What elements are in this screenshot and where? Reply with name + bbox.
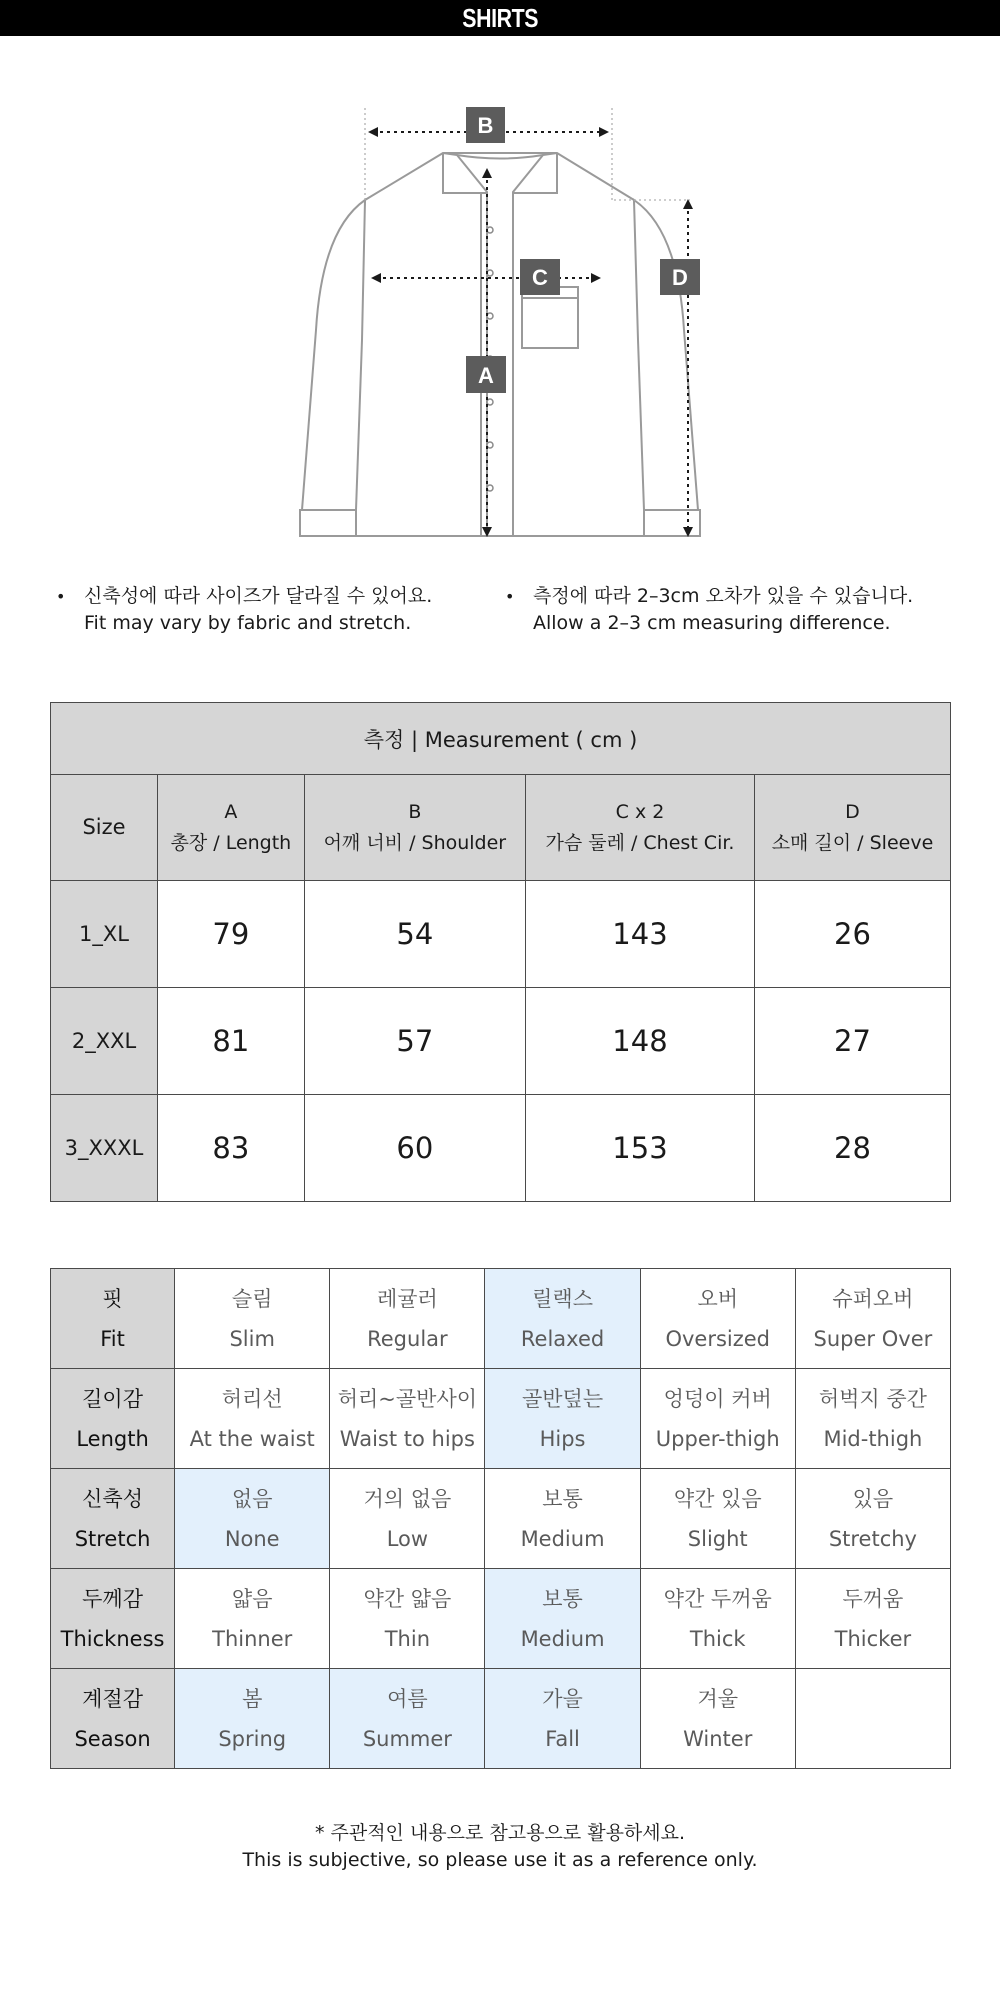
column-code: A [224, 800, 238, 823]
option-ko: 있음 [852, 1486, 894, 1511]
option-en: None [224, 1526, 280, 1551]
footer-note [0, 1820, 1000, 1874]
attribute-header-en: Thickness [60, 1626, 165, 1651]
option-en: Super Over [813, 1326, 933, 1351]
option-ko: 봄 [242, 1686, 263, 1711]
option-ko: 약간 얇음 [363, 1586, 452, 1611]
column-name: 소매 길이 / Sleeve [771, 831, 934, 854]
attribute-row-thickness [51, 1569, 951, 1669]
option-ko: 여름 [387, 1686, 428, 1711]
option-ko: 겨울 [697, 1686, 739, 1711]
attribute-option [795, 1369, 950, 1469]
attribute-option [485, 1569, 640, 1669]
option-ko: 릴랙스 [532, 1286, 593, 1311]
attribute-row-length [51, 1369, 951, 1469]
label-badge-a [466, 356, 506, 393]
option-en: Spring [218, 1726, 287, 1751]
attribute-option [795, 1469, 950, 1569]
attribute-option [175, 1269, 330, 1369]
note-item [56, 583, 433, 637]
table-row [51, 988, 951, 1095]
option-ko: 골반덮는 [521, 1386, 604, 1411]
attribute-option [485, 1369, 640, 1469]
option-ko: 보통 [542, 1486, 583, 1511]
option-ko: 슬림 [231, 1286, 273, 1311]
attribute-header [51, 1269, 175, 1369]
note-en: Allow a 2–3 cm measuring difference. [533, 612, 891, 634]
option-en: Regular [367, 1326, 448, 1351]
option-en: Medium [520, 1626, 605, 1651]
option-ko: 없음 [231, 1486, 273, 1511]
label-d: D [672, 265, 688, 290]
option-en: At the waist [189, 1426, 315, 1451]
attribute-header-ko: 길이감 [82, 1386, 143, 1411]
option-en: Slim [229, 1326, 275, 1351]
attribute-option [485, 1469, 640, 1569]
attribute-option [640, 1469, 795, 1569]
value-cell: 60 [304, 1095, 525, 1202]
column-header-b [304, 775, 525, 881]
shirt-outline [300, 153, 700, 536]
attributes-table [50, 1268, 951, 1769]
value-cell: 28 [754, 1095, 950, 1202]
attribute-option [640, 1369, 795, 1469]
column-code: D [845, 800, 860, 823]
attribute-option [330, 1269, 485, 1369]
value-cell: 54 [304, 881, 525, 988]
attribute-row-season [51, 1669, 951, 1769]
attribute-row-stretch [51, 1469, 951, 1569]
attribute-row-fit [51, 1269, 951, 1369]
option-en: Relaxed [520, 1326, 605, 1351]
option-ko: 보통 [542, 1586, 583, 1611]
option-ko: 약간 있음 [673, 1486, 762, 1511]
bullet-icon: • [505, 587, 515, 606]
attribute-header-ko: 계절감 [82, 1686, 143, 1711]
option-en: Upper-thigh [655, 1426, 780, 1451]
note-en: Fit may vary by fabric and stretch. [84, 612, 412, 634]
option-ko: 허리선 [221, 1386, 283, 1411]
note-ko: 측정에 따라 2–3cm 오차가 있을 수 있습니다. [533, 585, 914, 607]
column-header-d [754, 775, 950, 881]
attribute-header-ko: 핏 [102, 1286, 123, 1311]
table-row [51, 881, 951, 988]
attribute-option [795, 1569, 950, 1669]
attribute-option [795, 1269, 950, 1369]
attribute-option [795, 1669, 950, 1769]
option-ko: 허벅지 중간 [818, 1386, 927, 1411]
option-en: Fall [545, 1726, 580, 1751]
option-en: Waist to hips [339, 1426, 475, 1451]
option-ko: 오버 [697, 1286, 739, 1311]
option-ko: 가을 [542, 1686, 583, 1711]
page-title: SHIRTS [462, 2, 538, 33]
attribute-header-en: Season [74, 1726, 151, 1751]
value-cell: 79 [158, 881, 305, 988]
column-code: B [408, 800, 422, 823]
attribute-option [175, 1469, 330, 1569]
label-a: A [478, 363, 494, 388]
attribute-option [640, 1569, 795, 1669]
column-name: 가슴 둘레 / Chest Cir. [545, 831, 735, 854]
option-ko: 거의 없음 [363, 1486, 452, 1511]
attribute-option [330, 1469, 485, 1569]
value-cell: 148 [525, 988, 754, 1095]
label-c: C [532, 265, 548, 290]
option-en: Hips [539, 1426, 586, 1451]
size-header: Size [51, 775, 158, 881]
label-badge-d [660, 259, 700, 295]
attribute-header [51, 1669, 175, 1769]
attribute-option [330, 1669, 485, 1769]
attribute-header [51, 1369, 175, 1469]
footer-en: This is subjective, so please use it as a reference only. [242, 1849, 758, 1871]
attribute-option [330, 1569, 485, 1669]
option-en: Thinner [212, 1626, 293, 1651]
column-name: 총장 / Length [170, 831, 292, 854]
attribute-header-ko: 두께감 [82, 1586, 143, 1611]
option-ko: 엉덩이 커버 [663, 1386, 772, 1411]
option-en: Mid-thigh [823, 1426, 923, 1451]
table-row [51, 1095, 951, 1202]
label-b: B [477, 113, 494, 138]
option-ko: 허리~골반사이 [337, 1386, 478, 1411]
attribute-header-en: Fit [100, 1326, 125, 1351]
option-en: Thin [384, 1626, 431, 1651]
attribute-header [51, 1569, 175, 1669]
size-cell: 2_XXL [51, 988, 158, 1095]
column-name: 어깨 너비 / Shoulder [323, 831, 507, 854]
label-badge-b [466, 107, 505, 143]
value-cell: 26 [754, 881, 950, 988]
option-ko: 두꺼움 [842, 1586, 904, 1611]
size-cell: 1_XL [51, 881, 158, 988]
value-cell: 57 [304, 988, 525, 1095]
note-item [505, 583, 914, 637]
option-ko: 레귤러 [376, 1286, 438, 1311]
attribute-header-en: Length [76, 1426, 149, 1451]
label-badge-c [520, 259, 560, 295]
value-cell: 153 [525, 1095, 754, 1202]
measurement-table [50, 702, 951, 1202]
notes [0, 583, 1000, 643]
header-bar [0, 0, 1000, 36]
attribute-header-ko: 신축성 [82, 1486, 143, 1511]
attribute-option [640, 1269, 795, 1369]
attribute-option [330, 1369, 485, 1469]
option-en: Thick [689, 1626, 746, 1651]
option-en: Winter [683, 1726, 753, 1751]
option-en: Medium [520, 1526, 605, 1551]
option-en: Summer [362, 1726, 452, 1751]
attribute-option [175, 1669, 330, 1769]
size-cell: 3_XXXL [51, 1095, 158, 1202]
column-code: C x 2 [615, 800, 665, 823]
footer-ko: * 주관적인 내용으로 참고용으로 활용하세요. [314, 1822, 686, 1844]
attribute-option [485, 1669, 640, 1769]
value-cell: 27 [754, 988, 950, 1095]
value-cell: 143 [525, 881, 754, 988]
shirt-diagram [0, 90, 1000, 550]
option-en: Low [386, 1526, 429, 1551]
option-en: Thicker [834, 1626, 912, 1651]
option-en: Oversized [665, 1326, 770, 1351]
attribute-option [640, 1669, 795, 1769]
column-header-a [158, 775, 305, 881]
option-ko: 슈퍼오버 [832, 1286, 914, 1311]
bullet-icon: • [56, 587, 66, 606]
attribute-option [175, 1569, 330, 1669]
option-ko: 약간 두꺼움 [663, 1586, 772, 1611]
option-ko: 얇음 [231, 1586, 273, 1611]
measurement-caption: 측정 | Measurement ( cm ) [51, 703, 951, 775]
attribute-header [51, 1469, 175, 1569]
value-cell: 81 [158, 988, 305, 1095]
column-header-c [525, 775, 754, 881]
note-ko: 신축성에 따라 사이즈가 달라질 수 있어요. [84, 585, 433, 607]
attribute-option [485, 1269, 640, 1369]
option-en: Stretchy [828, 1526, 917, 1551]
value-cell: 83 [158, 1095, 305, 1202]
option-en: Slight [687, 1526, 748, 1551]
attribute-header-en: Stretch [74, 1526, 151, 1551]
attribute-option [175, 1369, 330, 1469]
